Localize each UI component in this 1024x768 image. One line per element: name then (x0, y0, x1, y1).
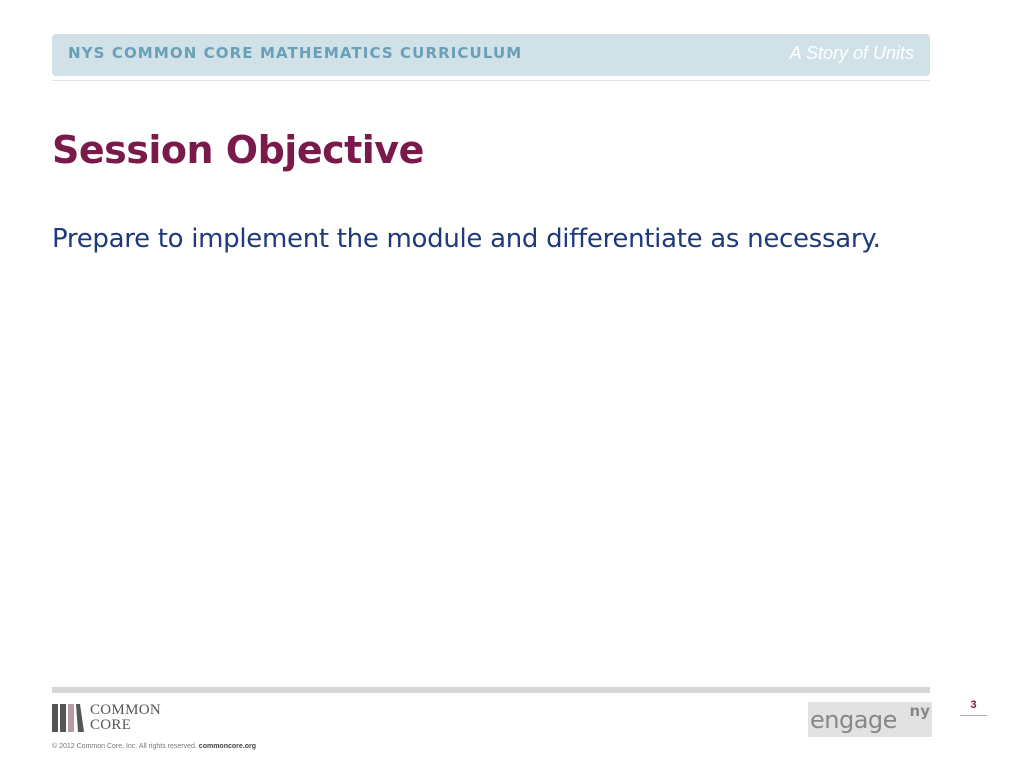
common-core-line1: COMMON (90, 702, 161, 718)
common-core-line2: CORE (90, 717, 132, 733)
objective-text: Prepare to implement the module and differentiate as necessary. (52, 224, 881, 254)
common-core-wordmark (90, 703, 161, 733)
series-title: A Story of Units (789, 43, 914, 63)
curriculum-title: NYS COMMON CORE MATHEMATICS CURRICULUM (68, 44, 523, 62)
common-core-logo-icon (52, 704, 84, 732)
engage-superscript: ny (909, 702, 930, 720)
page-number: 3 (960, 699, 987, 716)
engage-word: engage (810, 706, 897, 734)
engageny-logo (808, 702, 932, 737)
header-divider (52, 80, 930, 81)
copyright-notice (52, 743, 256, 750)
copyright-link[interactable]: commoncore.org (198, 743, 256, 750)
copyright-text: © 2012 Common Core, Inc. All rights reserved. (52, 743, 197, 750)
footer-divider (52, 687, 930, 693)
slide-title: Session Objective (52, 128, 424, 172)
header-bar (52, 34, 930, 76)
